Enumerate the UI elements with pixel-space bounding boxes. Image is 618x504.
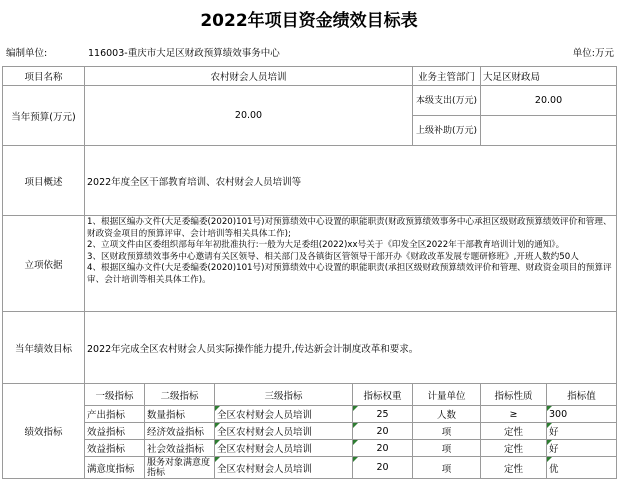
basis-line-4: 4、根据区编办文件(大足委编委(2020)101号)对预算绩效中心设置的职能职责(承担区级财政预算绩效评价和管理、财政资金项目的预算评审、会计培训等相关具体工作)。 (87, 263, 612, 285)
indicator-cell: 20 (353, 457, 413, 479)
dept-value: 大足区财政局 (481, 67, 617, 86)
indicator-cell: 定性 (481, 440, 547, 457)
indicator-cell: 20 (353, 440, 413, 457)
overview-label: 项目概述 (3, 146, 85, 216)
indicator-cell: 好 (547, 423, 617, 440)
indicator-cell: 项 (413, 457, 481, 479)
basis-line-3: 3、区财政预算绩效事务中心邀请有关区领导、相关部门及各镇街区管领导干部开办《财政改革发展专题研修班》,开班人数约50人 (87, 251, 579, 262)
indicator-cell: 社会效益指标 (145, 440, 215, 457)
indicator-cell: 产出指标 (85, 406, 145, 423)
unit-value: 116003-重庆市大足区财政预算绩效事务中心 (88, 48, 280, 59)
level-expense-value: 20.00 (481, 86, 617, 116)
indicator-cell: 定性 (481, 457, 547, 479)
indicator-header: 三级指标 (215, 384, 353, 406)
indicator-cell: 服务对象满意度指标 (145, 457, 215, 479)
budget-label: 当年预算(万元) (3, 86, 85, 146)
indicator-cell: 全区农村财会人员培训 (215, 440, 353, 457)
table-row (3, 457, 617, 479)
indicator-cell: 项 (413, 423, 481, 440)
indicator-header: 计量单位 (413, 384, 481, 406)
indicator-cell: 效益指标 (85, 440, 145, 457)
indicator-header: 指标性质 (481, 384, 547, 406)
goal-label: 当年绩效目标 (3, 312, 85, 384)
goal-value: 2022年完成全区农村财会人员实际操作能力提升,传达新会计制度改革和要求。 (85, 312, 617, 384)
page-title: 2022年项目资金绩效目标表 (200, 11, 418, 31)
money-unit: 单位:万元 (572, 48, 614, 59)
overview-value: 2022年度全区干部教育培训、农村财会人员培训等 (85, 146, 617, 216)
basis-value (85, 216, 617, 312)
level-expense-label: 本级支出(万元) (413, 86, 481, 116)
indicator-header: 指标值 (547, 384, 617, 406)
indicator-cell: 经济效益指标 (145, 423, 215, 440)
unit-label: 编制单位: (6, 48, 48, 59)
indicator-header: 一级指标 (85, 384, 145, 406)
project-name-label: 项目名称 (3, 67, 85, 86)
indicator-cell: 满意度指标 (85, 457, 145, 479)
indicator-cell: 好 (547, 440, 617, 457)
indicator-cell: 全区农村财会人员培训 (215, 423, 353, 440)
indicators-label: 绩效指标 (3, 384, 85, 479)
project-name-value: 农村财会人员培训 (85, 67, 413, 86)
indicator-cell: 项 (413, 440, 481, 457)
indicator-cell: 人数 (413, 406, 481, 423)
indicator-cell: 300 (547, 406, 617, 423)
table-row (3, 406, 617, 423)
table-row (3, 440, 617, 457)
upper-subsidy-value (481, 116, 617, 146)
indicator-cell: 优 (547, 457, 617, 479)
indicator-cell: 效益指标 (85, 423, 145, 440)
basis-line-1: 1、根据区编办文件(大足委编委(2020)101号)对预算绩效中心设置的职能职责(财政预算绩效事务中心承担区级财政预算绩效评价和管理、财政资金项目的预算评审、会计培训等相关具体工作); (87, 217, 612, 239)
budget-value: 20.00 (85, 86, 413, 146)
basis-label: 立项依据 (3, 216, 85, 312)
indicator-cell: 20 (353, 423, 413, 440)
indicator-cell: 全区农村财会人员培训 (215, 406, 353, 423)
indicator-cell: 全区农村财会人员培训 (215, 457, 353, 479)
upper-subsidy-label: 上级补助(万元) (413, 116, 481, 146)
indicator-header: 指标权重 (353, 384, 413, 406)
indicator-cell: 定性 (481, 423, 547, 440)
table-row (3, 423, 617, 440)
performance-goal-table (2, 66, 617, 479)
indicator-header: 二级指标 (145, 384, 215, 406)
indicator-cell: 25 (353, 406, 413, 423)
dept-label: 业务主管部门 (413, 67, 481, 86)
basis-line-2: 2、立项文件由区委组织部每年年初批准执行:一般为大足委组(2022)xx号关于《印发全区2022年干部教育培训计划的通知》。 (87, 240, 565, 250)
indicator-cell: ≥ (481, 406, 547, 423)
indicator-cell: 数量指标 (145, 406, 215, 423)
